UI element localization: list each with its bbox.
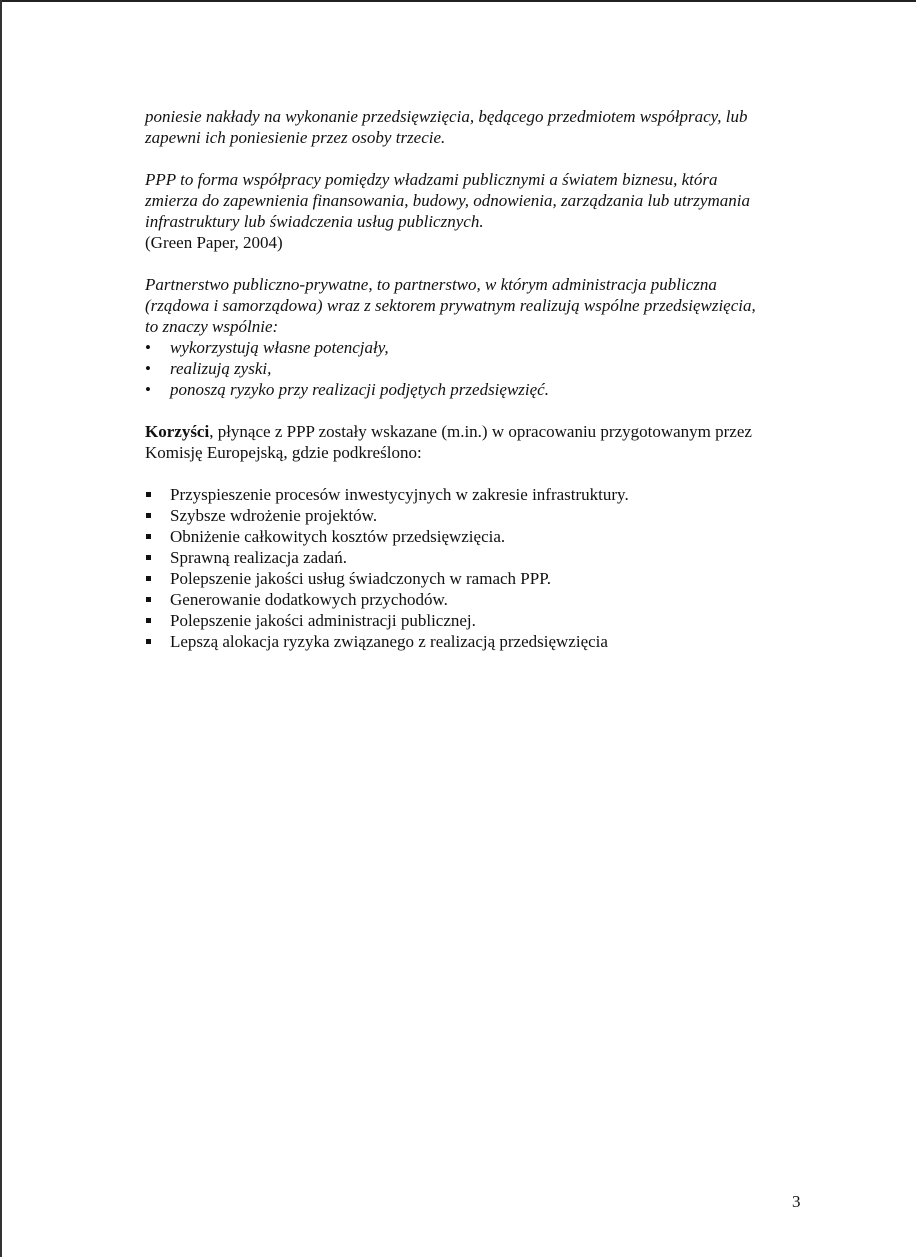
list-item: • wykorzystują własne potencjały, [145,337,825,358]
list-item: Polepszenie jakości administracji publicznej. [145,610,825,631]
ppp-definition [145,169,825,253]
list-item: Sprawną realizacja zadań. [145,547,825,568]
list-item: • ponoszą ryzyko przy realizacji podjętych przedsięwzięć. [145,379,825,400]
list-item: Przyspieszenie procesów inwestycyjnych w zakresie infrastruktury. [145,484,825,505]
paragraph-line: poniesie nakłady na wykonanie przedsięwzięcia, będącego przedmiotem współpracy, lub [145,107,748,126]
scan-top-edge [0,0,916,2]
paragraph-line: to znaczy wspólnie: [145,317,279,336]
partnership-definition [145,274,825,337]
paragraph-line: zmierza do zapewnienia finansowania, budowy, odnowienia, zarządzania lub utrzymania [145,191,750,210]
scan-left-edge [0,0,2,1257]
list-item: Polepszenie jakości usług świadczonych w ramach PPP. [145,568,825,589]
list-item: Lepszą alokacja ryzyka związanego z realizacją przedsięwzięcia [145,631,825,652]
list-item: Obniżenie całkowitych kosztów przedsięwzięcia. [145,526,825,547]
page-number: 3 [792,1192,801,1211]
paragraph-line: infrastruktury lub świadczenia usług publicznych. [145,212,484,231]
paragraph-line: Komisję Europejską, gdzie podkreślono: [145,443,422,462]
benefits-list [145,484,825,652]
paragraph-line: Partnerstwo publiczno-prywatne, to partnerstwo, w którym administracja publiczna [145,275,717,294]
paragraph-line: zapewni ich poniesienie przez osoby trzecie. [145,128,446,147]
benefits-heading: Korzyści [145,422,210,441]
paragraph-line: (rządowa i samorządowa) wraz z sektorem prywatnym realizują wspólne przedsięwzięcia, [145,296,756,315]
benefits-intro [145,421,825,463]
list-item: Szybsze wdrożenie projektów. [145,505,825,526]
partnership-list [145,337,825,400]
citation-source: (Green Paper, 2004) [145,233,283,252]
list-item: • realizują zyski, [145,358,825,379]
document-body [145,106,825,652]
paragraph-line: PPP to forma współpracy pomiędzy władzami publicznymi a światem biznesu, która [145,170,718,189]
list-item: Generowanie dodatkowych przychodów. [145,589,825,610]
paragraph-continuation [145,106,825,148]
paragraph-line: , płynące z PPP zostały wskazane (m.in.) w opracowaniu przygotowanym przez [209,422,752,441]
